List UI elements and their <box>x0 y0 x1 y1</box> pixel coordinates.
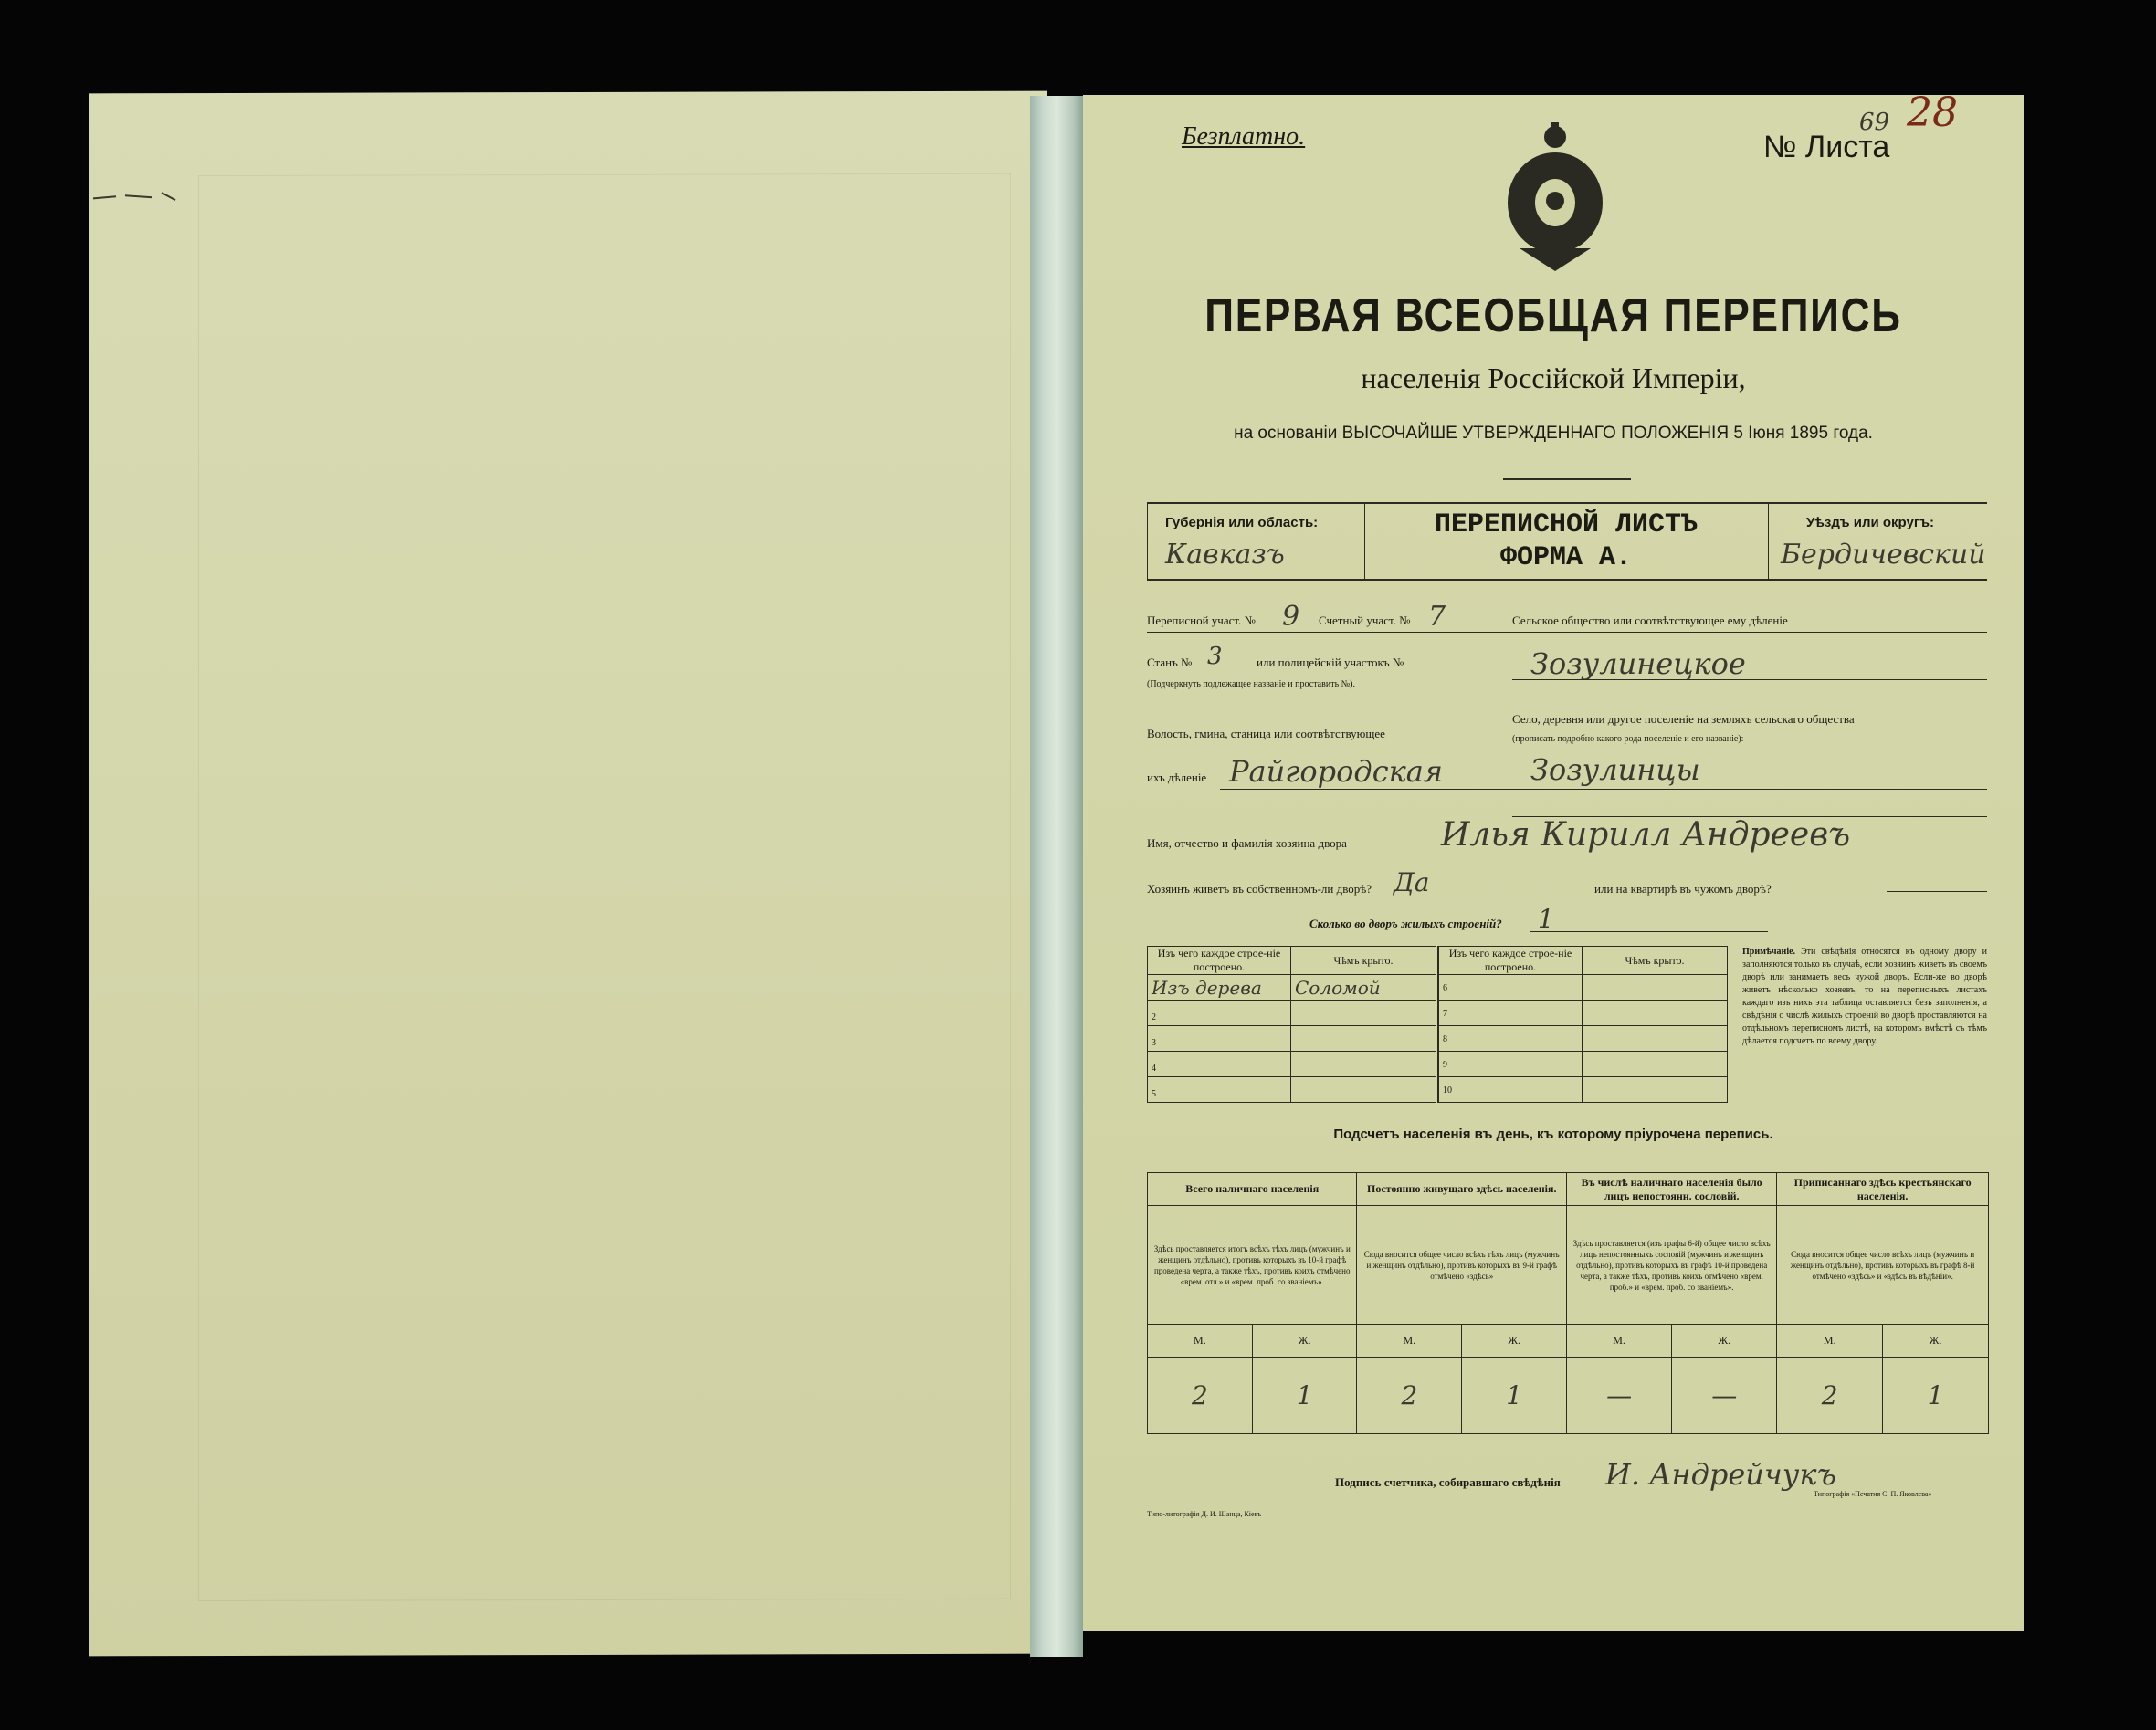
count-group-header: Въ числѣ наличнаго населенія было лицъ непостоянн. сословій. <box>1567 1173 1777 1206</box>
count-sex-label: Ж. <box>1252 1325 1357 1358</box>
buildings-label: Сколько во дворъ жилыхъ строеній? <box>1309 917 1502 930</box>
form-legal-basis: на основаніи ВЫСОЧАЙШЕ УТВЕРЖДЕННАГО ПОЛОЖЕНІЯ 5 Іюня 1895 года. <box>1234 424 1873 443</box>
building-roof-value: Соломой <box>1295 976 1381 999</box>
count-sex-label: Ж. <box>1672 1325 1777 1358</box>
free-label: Безплатно. <box>1182 122 1306 151</box>
count-value-cell: 1 <box>1462 1358 1567 1434</box>
building-roof-cell <box>1291 1077 1437 1103</box>
count-group-description: Сюда вносится общее число всѣхъ лицъ (мужчинъ и женщинъ отдѣльно), противъ которыхъ въ графѣ 8-й отмѣчено «здѣсь» и «здѣсь въ вѣдѣніи». <box>1777 1206 1989 1325</box>
count-value-cell: 1 <box>1883 1358 1989 1434</box>
building-material-cell-2 <box>1439 1052 1583 1077</box>
signature-label: Подпись счетчика, собиравшаго свѣдѣнія <box>1335 1475 1561 1489</box>
building-row-number-2: 8 <box>1443 1034 1447 1044</box>
owner-label: Имя, отчество и фамилія хозяина двора <box>1147 836 1347 850</box>
building-row-number: 3 <box>1152 1037 1156 1048</box>
buildings-col-material-header: Изъ чего каждое строе-нiе построено. <box>1148 947 1291 975</box>
building-row-number: 4 <box>1152 1063 1156 1074</box>
form-subtitle: населенія Россійской Имперіи, <box>1361 362 1746 394</box>
building-row-number: 2 <box>1152 1012 1156 1022</box>
census-section-value: 9 <box>1282 601 1300 633</box>
building-row-number-2: 9 <box>1443 1060 1447 1070</box>
count-group-description: Здѣсь проставляется итогъ всѣхъ тѣхъ лицъ (мужчинъ и женщинъ отдѣльно), противъ которыхъ въ 10-й графѣ проведена черта, а также тѣхъ, противъ коихъ отмѣчено «врем. отл.» и «врем. проб. со званіемъ». <box>1148 1206 1357 1325</box>
stan-label: Станъ № <box>1147 655 1193 669</box>
printer-imprint-left: Типо-литографія Д. И. Шанца, Кіевъ <box>1147 1510 1262 1518</box>
rent-label: или на квартирѣ въ чужомъ дворѣ? <box>1594 882 1772 896</box>
volost-value: Райгородская <box>1229 754 1443 789</box>
building-roof-cell <box>1291 1052 1437 1077</box>
building-material-cell-2 <box>1439 1026 1583 1052</box>
count-sex-label: Ж. <box>1883 1325 1989 1358</box>
owner-value: Илья Кирилл Андреевъ <box>1441 816 1851 854</box>
building-material-cell-2 <box>1439 1001 1583 1026</box>
sheet-number-label: № Листа <box>1763 130 1890 164</box>
building-material-cell <box>1148 975 1291 1001</box>
building-material-cell <box>1148 1077 1291 1103</box>
imperial-eagle-emblem <box>1501 121 1609 276</box>
own-yard-label: Хозяинъ живетъ въ собственномъ-ли дворѣ? <box>1147 882 1372 896</box>
society-value: Зозулинецкое <box>1530 646 1746 681</box>
left-page-ink-mark <box>89 180 198 207</box>
building-row-number: 5 <box>1152 1088 1156 1099</box>
buildings-note <box>1742 946 1987 1048</box>
village-note: (прописать подробно какого рода поселеніе и его названіе): <box>1512 734 1744 744</box>
left-page <box>89 91 1047 1657</box>
buildings-table <box>1147 946 1728 1103</box>
count-group-header: Всего наличнаго населенія <box>1148 1173 1357 1206</box>
count-group-description: Сюда вносится общее число всѣхъ тѣхъ лицъ (мужчинъ и женщинъ отдѣльно), противъ которыхъ въ 9-й графѣ отмѣчено «здѣсь» <box>1357 1206 1567 1325</box>
underline-note: (Подчеркнуть подлежащее названіе и проставить №). <box>1147 679 1355 689</box>
building-roof-cell-2 <box>1583 975 1728 1001</box>
census-section-label: Переписной участ. № <box>1147 613 1256 627</box>
building-material-cell-2 <box>1439 1077 1583 1103</box>
left-page-faint-frame <box>198 173 1011 1601</box>
count-section-title: Подсчетъ населенія въ день, къ которому пріурочена перепись. <box>1333 1127 1773 1142</box>
buildings-row <box>1148 1001 1728 1026</box>
count-value-cell: 2 <box>1357 1358 1462 1434</box>
own-yard-value: Да <box>1394 867 1430 897</box>
police-label: или полицейскій участокъ № <box>1257 655 1404 669</box>
form-header-box <box>1147 502 1987 581</box>
district-value: Бердичевский <box>1781 539 1986 571</box>
form-type-title: ПЕРЕПИСНОЙ ЛИСТЪ <box>1434 509 1699 540</box>
count-sex-label: М. <box>1777 1325 1883 1358</box>
signature-value: И. Андрейчукъ <box>1605 1457 1836 1492</box>
province-value: Кавказъ <box>1165 539 1285 571</box>
building-material-cell <box>1148 1052 1291 1077</box>
ornament-divider <box>1503 478 1631 480</box>
count-group-header: Постоянно живущаго здѣсь населенія. <box>1357 1173 1567 1206</box>
building-roof-cell <box>1291 1001 1437 1026</box>
volost-label: Волость, гмина, станица или соотвѣтствующее <box>1147 727 1385 740</box>
building-row-number-2: 6 <box>1443 983 1447 993</box>
society-label: Сельское общество или соотвѣтствующее ему дѣленіе <box>1512 613 1788 627</box>
buildings-row <box>1148 975 1728 1001</box>
count-value-cell: — <box>1567 1358 1672 1434</box>
building-material-cell-2 <box>1439 975 1583 1001</box>
count-group-description: Здѣсь проставляется (изъ графы 6-й) общее число всѣхъ лицъ непостоянныхъ сословій (мужчинъ и женщинъ отдѣльно), противъ которыхъ въ графѣ 10-й проведена черта, а также тѣхъ, противъ коихъ отмѣчено «врем. проб.» и «врем. проб. со званіемъ». <box>1567 1206 1777 1325</box>
form-title: ПЕРВАЯ ВСЕОБЩАЯ ПЕРЕПИСЬ <box>1204 289 1902 342</box>
building-row-number-2: 10 <box>1443 1085 1452 1096</box>
buildings-value: 1 <box>1538 904 1554 934</box>
count-sex-label: Ж. <box>1462 1325 1567 1358</box>
note-title: Примѣчаніе. <box>1742 947 1796 957</box>
village-value: Зозулинцы <box>1530 752 1700 787</box>
stan-value: 3 <box>1207 643 1223 670</box>
printer-imprint-right: Типографія «Печатня С. П. Яковлева» <box>1814 1490 1932 1498</box>
building-roof-cell-2 <box>1583 1052 1728 1077</box>
count-value-cell: 2 <box>1148 1358 1253 1434</box>
buildings-row <box>1148 1077 1728 1103</box>
count-value-cell: 2 <box>1777 1358 1883 1434</box>
book-spine <box>1030 96 1083 1657</box>
building-material-value: Изъ дерева <box>1152 976 1262 999</box>
note-text: Эти свѣдѣнія относятся къ одному двору и заполняются только въ случаѣ, если хозяинъ живетъ въ своемъ дворѣ или занимаетъ весь чужой дворъ. Если-же во дворѣ живетъ нѣсколько хозяевъ, то на переписныхъ листахъ каждаго изъ нихъ эта таблица оставляется безъ заполненія, а свѣдѣнія о числѣ жилыхъ строеній во дворѣ проставляются на отдѣльномъ переписномъ листѣ, на которомъ вмѣстѣ съ тѣмъ дѣлается подсчетъ по всему двору. <box>1742 947 1987 1046</box>
counting-section-value: 7 <box>1428 601 1446 633</box>
building-roof-cell-2 <box>1583 1077 1728 1103</box>
population-count-table <box>1147 1172 1989 1434</box>
volost-label-2: ихъ дѣленіе <box>1147 771 1207 784</box>
count-sex-label: М. <box>1148 1325 1253 1358</box>
buildings-col-roof-header-2: Чѣмъ крыто. <box>1583 947 1728 975</box>
count-value-cell: 1 <box>1252 1358 1357 1434</box>
buildings-row <box>1148 1026 1728 1052</box>
form-type-code: ФОРМА А. <box>1499 542 1633 573</box>
buildings-col-roof-header: Чѣмъ крыто. <box>1291 947 1437 975</box>
district-label: Уѣздъ или округъ: <box>1806 515 1935 530</box>
sheet-number-handwritten: 69 <box>1859 109 1890 136</box>
census-form-page <box>1083 89 2024 1631</box>
count-sex-label: М. <box>1567 1325 1672 1358</box>
count-sex-label: М. <box>1357 1325 1462 1358</box>
building-row-number-2: 7 <box>1443 1009 1447 1019</box>
count-value-cell: — <box>1672 1358 1777 1434</box>
count-group-header: Приписаннаго здѣсь крестьянскаго населенія. <box>1777 1173 1989 1206</box>
buildings-row <box>1148 1052 1728 1077</box>
buildings-col-material-header-2: Изъ чего каждое строе-нiе построено. <box>1439 947 1583 975</box>
building-material-cell <box>1148 1001 1291 1026</box>
sheet-number-handwritten-2: 28 <box>1907 89 1958 136</box>
building-roof-cell <box>1291 975 1437 1001</box>
counting-section-label: Счетный участ. № <box>1319 613 1411 627</box>
village-label: Село, деревня или другое поселеніе на земляхъ сельскаго общества <box>1512 712 1855 726</box>
province-label: Губернія или область: <box>1165 515 1319 530</box>
building-roof-cell-2 <box>1583 1026 1728 1052</box>
building-roof-cell <box>1291 1026 1437 1052</box>
building-roof-cell-2 <box>1583 1001 1728 1026</box>
building-material-cell <box>1148 1026 1291 1052</box>
